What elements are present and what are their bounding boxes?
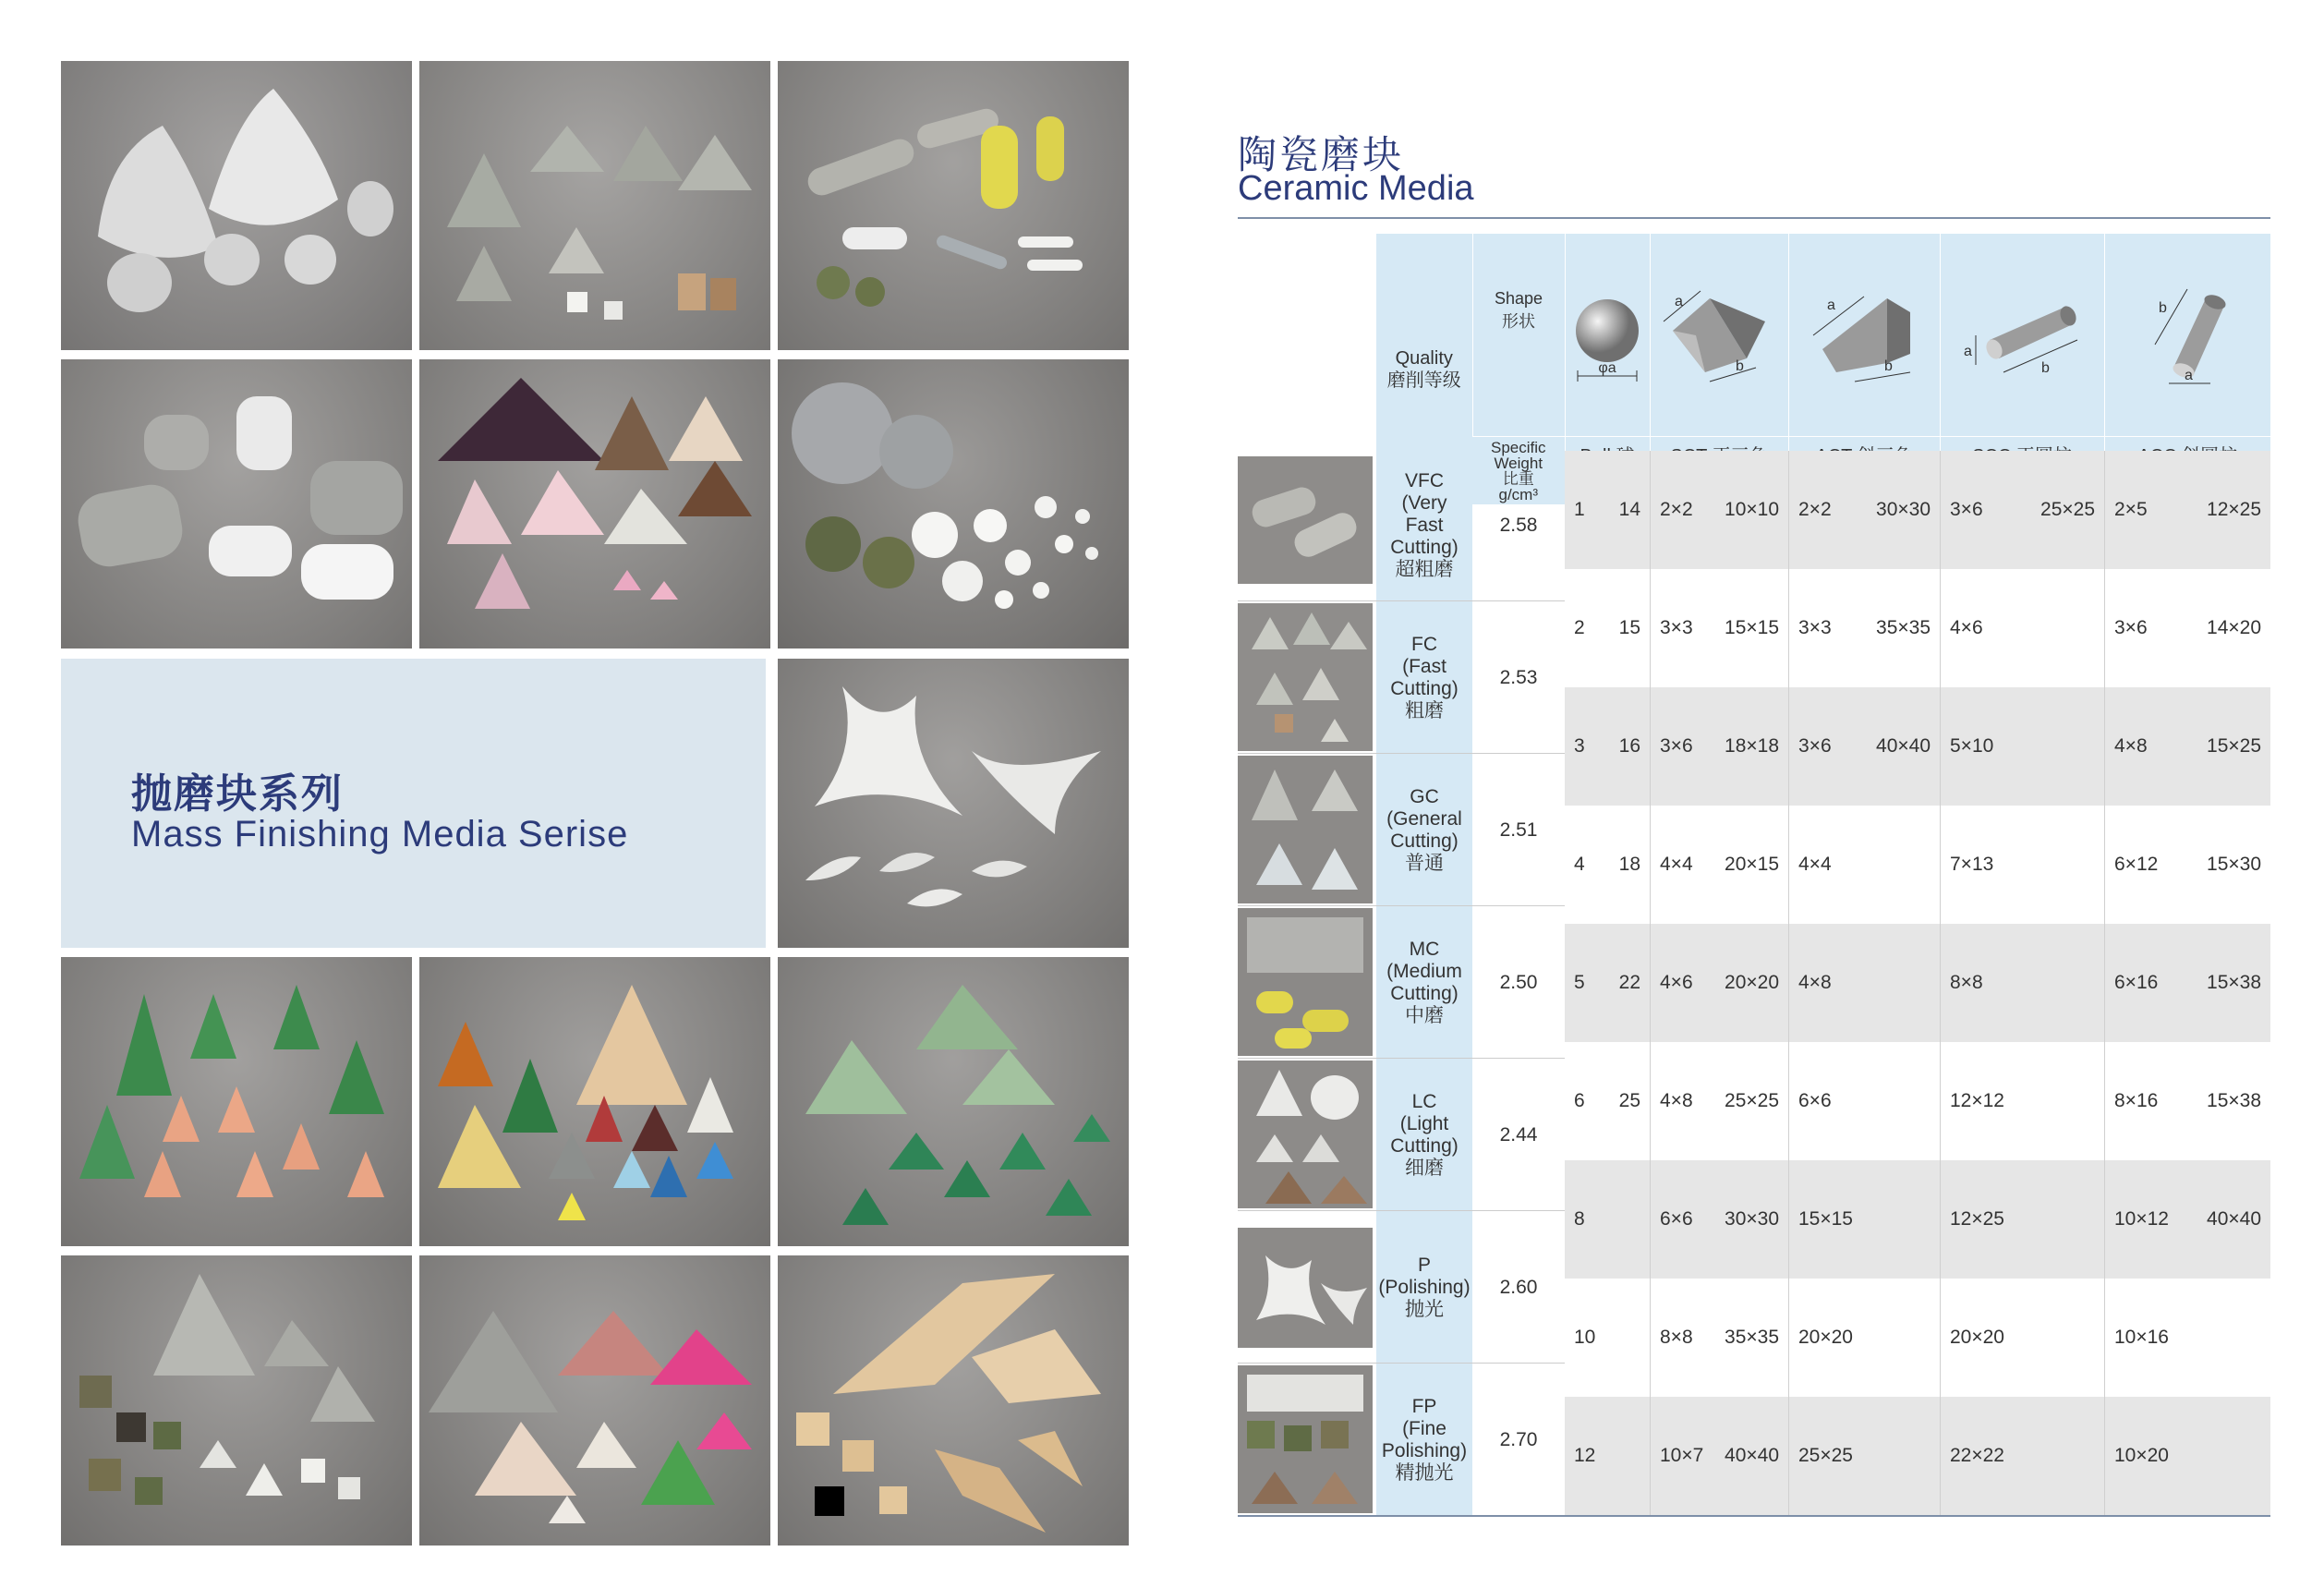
size-cell-act: [1788, 569, 1940, 687]
size-value: 15×30: [2207, 854, 2261, 875]
header-shape-row: [1238, 234, 2270, 437]
size-value: 20×20: [1798, 1327, 1853, 1348]
size-cell-ball: [1565, 1397, 1650, 1515]
quality-band-fc: [1238, 600, 1565, 754]
size-value: 5: [1574, 972, 1585, 993]
angled-cylinder-icon: [2118, 280, 2257, 391]
sct-label-b: b: [1736, 358, 1744, 374]
size-value: 3×6: [1798, 735, 1832, 757]
size-cell-sct: [1650, 1042, 1788, 1160]
quality-thumb-gc: [1238, 756, 1373, 903]
size-cell-ball: [1565, 1042, 1650, 1160]
size-value: 8×16: [2114, 1090, 2159, 1111]
header-shape-label: [1472, 234, 1565, 437]
size-value: 22×22: [1950, 1445, 2004, 1466]
ball-icon: [1570, 280, 1644, 391]
size-cell-acc: [2104, 569, 2270, 687]
size-value: 3×6: [1660, 735, 1693, 757]
size-value: 1: [1574, 499, 1585, 520]
quality-band-vfc: [1238, 451, 1565, 600]
size-cell-acc: [2104, 924, 2270, 1042]
size-value: 10×10: [1725, 499, 1779, 520]
product-photo-balls: [778, 359, 1129, 649]
quality-thumb-fc: [1238, 603, 1373, 751]
size-value: 4×8: [2114, 735, 2148, 757]
header-sw-en2: Weight: [1494, 454, 1543, 472]
header-quality-cn: 磨削等级: [1386, 370, 1461, 391]
quality-thumb-mc: [1238, 908, 1373, 1056]
size-value: 40×40: [2207, 1208, 2261, 1230]
acc-label-b: b: [2159, 299, 2168, 316]
quality-code: P: [1417, 1254, 1431, 1276]
quality-label-vfc: [1376, 451, 1472, 600]
size-cell-scc: [1940, 1160, 2104, 1279]
quality-label-mc: [1376, 906, 1472, 1059]
product-photo-tri-stars: [778, 659, 1129, 948]
shape-scc: [1940, 234, 2104, 437]
quality-band-gc: [1238, 753, 1565, 906]
size-row: [1565, 451, 2270, 569]
quality-desc-3: Cutting): [1390, 537, 1459, 558]
product-photo-pyramids-green: [778, 957, 1129, 1246]
series-banner: [61, 659, 766, 948]
size-cell-act: [1788, 924, 1940, 1042]
size-value: 4: [1574, 854, 1585, 875]
quality-desc-2: Cutting): [1390, 982, 1459, 1004]
size-value: 18×18: [1725, 735, 1779, 757]
size-value: 4×4: [1660, 854, 1693, 875]
act-label-a: a: [1827, 297, 1835, 313]
size-value: 35×35: [1876, 617, 1931, 638]
quality-cn: 抛光: [1405, 1298, 1444, 1320]
triangle-prism-icon: [1654, 280, 1784, 391]
size-row: [1565, 1042, 2270, 1160]
size-value: 6×6: [1798, 1090, 1832, 1111]
size-value: 3×3: [1660, 617, 1693, 638]
product-photo-angle-cylinders: [61, 359, 412, 649]
size-cell-act: [1788, 1397, 1940, 1515]
size-grid: [1565, 451, 2270, 1515]
size-value: 12×12: [1950, 1090, 2004, 1111]
quality-band-p: [1238, 1210, 1565, 1364]
size-value: 10×12: [2114, 1208, 2169, 1230]
quality-thumb-lc: [1238, 1061, 1373, 1208]
size-value: 20×20: [1950, 1327, 2004, 1348]
quality-desc-2: Cutting): [1390, 830, 1459, 852]
shape-sct: [1650, 234, 1788, 437]
quality-desc-1: (General: [1386, 807, 1462, 830]
quality-band-mc: [1238, 905, 1565, 1059]
product-photo-triangles-colored: [419, 359, 770, 649]
size-value: 8: [1574, 1208, 1585, 1230]
quality-desc-1: (Very: [1401, 492, 1447, 514]
header-sw-en1: Specific: [1490, 438, 1546, 456]
size-row: [1565, 1160, 2270, 1279]
table-bottom-rule: [1238, 1515, 2270, 1517]
size-value: 10×16: [2114, 1327, 2169, 1348]
size-value: 3: [1574, 735, 1585, 757]
quality-label-lc: [1376, 1059, 1472, 1211]
size-row: [1565, 806, 2270, 924]
size-cell-sct: [1650, 806, 1788, 924]
specific-weight-fc: 2.53: [1499, 666, 1538, 688]
size-cell-act: [1788, 1042, 1940, 1160]
size-cell-act: [1788, 1279, 1940, 1397]
size-value: 22: [1618, 972, 1640, 993]
size-value: 15×15: [1725, 617, 1779, 638]
size-value: 2: [1574, 617, 1585, 638]
size-cell-ball: [1565, 1279, 1650, 1397]
quality-thumb-fp: [1238, 1365, 1373, 1513]
size-value: 10×7: [1660, 1445, 1704, 1466]
header-sw-cn: 比重: [1502, 469, 1534, 488]
quality-code: MC: [1409, 938, 1440, 960]
size-value: 8×8: [1660, 1327, 1693, 1348]
size-value: 40×40: [1725, 1445, 1779, 1466]
size-value: 12×25: [2207, 499, 2261, 520]
size-value: 3×3: [1798, 617, 1832, 638]
product-photo-cones-green-orange: [61, 957, 412, 1246]
size-cell-ball: [1565, 451, 1650, 569]
quality-cn: 中磨: [1405, 1004, 1444, 1026]
quality-cn: 细磨: [1405, 1157, 1444, 1179]
quality-label-fp: [1376, 1364, 1472, 1516]
size-value: 15×15: [1798, 1208, 1853, 1230]
size-cell-sct: [1650, 1160, 1788, 1279]
quality-thumb-vfc: [1238, 456, 1373, 584]
size-value: 6×16: [2114, 972, 2159, 993]
quality-code: FC: [1411, 633, 1437, 655]
quality-desc-2: Fast: [1405, 515, 1444, 536]
size-value: 8×8: [1950, 972, 1983, 993]
size-cell-ball: [1565, 806, 1650, 924]
size-value: 4×6: [1950, 617, 1983, 638]
size-cell-scc: [1940, 687, 2104, 806]
quality-desc-1: (Polishing): [1378, 1276, 1471, 1298]
size-value: 15×38: [2207, 1090, 2261, 1111]
specific-weight-p: 2.60: [1499, 1276, 1538, 1298]
size-cell-acc: [2104, 1279, 2270, 1397]
size-cell-act: [1788, 451, 1940, 569]
quality-cn: 普通: [1405, 852, 1444, 874]
size-value: 6×12: [2114, 854, 2159, 875]
size-cell-scc: [1940, 924, 2104, 1042]
size-value: 4×4: [1798, 854, 1832, 875]
scc-label-a: a: [1964, 343, 1972, 359]
size-value: 4×6: [1660, 972, 1693, 993]
quality-label-gc: [1376, 754, 1472, 906]
size-value: 14×20: [2207, 617, 2261, 638]
size-cell-acc: [2104, 1042, 2270, 1160]
size-cell-scc: [1940, 1397, 2104, 1515]
size-value: 4×8: [1660, 1090, 1693, 1111]
product-photo-cylinders: [778, 61, 1129, 350]
size-cell-act: [1788, 1160, 1940, 1279]
size-cell-acc: [2104, 687, 2270, 806]
size-value: 16: [1618, 735, 1640, 757]
specific-weight-gc: 2.51: [1499, 818, 1538, 841]
quality-cn: 精抛光: [1395, 1461, 1454, 1484]
quality-desc-2: Polishing): [1381, 1439, 1468, 1461]
quality-desc-2: Cutting): [1390, 1134, 1459, 1157]
size-cell-acc: [2104, 451, 2270, 569]
size-value: 20×20: [1725, 972, 1779, 993]
size-value: 10: [1574, 1327, 1596, 1348]
size-row: [1565, 569, 2270, 687]
header-sw-unit: g/cm³: [1498, 485, 1538, 503]
size-value: 15×25: [2207, 735, 2261, 757]
quality-code: FP: [1411, 1395, 1437, 1417]
size-value: 25×25: [2040, 499, 2095, 520]
specific-weight-vfc: 2.58: [1499, 515, 1538, 536]
size-value: 25×25: [1798, 1445, 1853, 1466]
size-value: 2×2: [1660, 499, 1693, 520]
size-value: 7×13: [1950, 854, 1994, 875]
size-cell-act: [1788, 806, 1940, 924]
size-cell-acc: [2104, 1397, 2270, 1515]
size-cell-ball: [1565, 924, 1650, 1042]
size-value: 25: [1618, 1090, 1640, 1111]
shape-ball: [1565, 234, 1650, 437]
size-value: 10×20: [2114, 1445, 2169, 1466]
header-quality-en: Quality: [1395, 347, 1453, 369]
size-cell-scc: [1940, 451, 2104, 569]
size-value: 3×6: [2114, 617, 2148, 638]
cylinder-icon: [1953, 280, 2091, 391]
size-value: 12: [1574, 1445, 1596, 1466]
product-photo-pyramids-grey: [61, 1255, 412, 1546]
quality-code: VFC: [1405, 470, 1444, 491]
quality-code: GC: [1410, 785, 1439, 807]
size-row: [1565, 1279, 2270, 1397]
title-rule: [1238, 217, 2270, 219]
product-photo-cones-white: [61, 61, 412, 350]
size-cell-scc: [1940, 1042, 2104, 1160]
size-cell-act: [1788, 687, 1940, 806]
specific-weight-mc: 2.50: [1499, 971, 1538, 993]
header-shape-en: Shape: [1494, 289, 1543, 308]
scc-label-b: b: [2041, 359, 2050, 376]
size-cell-acc: [2104, 806, 2270, 924]
size-cell-sct: [1650, 569, 1788, 687]
table-title-en: Ceramic Media: [1238, 169, 1474, 208]
size-value: 2×5: [2114, 499, 2148, 520]
act-label-b: b: [1884, 358, 1893, 374]
quality-desc-1: (Fine: [1402, 1417, 1446, 1439]
size-value: 18: [1618, 854, 1640, 875]
quality-desc-2: Cutting): [1390, 677, 1459, 699]
size-row: [1565, 687, 2270, 806]
size-cell-ball: [1565, 1160, 1650, 1279]
size-cell-sct: [1650, 451, 1788, 569]
table-title-cn: 陶瓷磨块: [1238, 133, 1405, 176]
sct-label-a: a: [1675, 293, 1683, 309]
size-value: 35×35: [1725, 1327, 1779, 1348]
size-value: 2×2: [1798, 499, 1832, 520]
quality-band-lc: [1238, 1058, 1565, 1211]
quality-code: LC: [1411, 1090, 1437, 1112]
shape-acc: [2104, 234, 2270, 437]
quality-desc-1: (Medium: [1386, 960, 1462, 982]
size-row: [1565, 1397, 2270, 1515]
size-value: 15×38: [2207, 972, 2261, 993]
size-cell-acc: [2104, 1160, 2270, 1279]
size-value: 12×25: [1950, 1208, 2004, 1230]
size-value: 40×40: [1876, 735, 1931, 757]
size-cell-scc: [1940, 806, 2104, 924]
product-photo-wood: [778, 1255, 1129, 1546]
product-photo-cones-colored: [419, 957, 770, 1246]
size-cell-ball: [1565, 687, 1650, 806]
size-cell-sct: [1650, 1397, 1788, 1515]
quality-desc-1: (Light: [1399, 1112, 1449, 1134]
header-shape-cn: 形状: [1502, 312, 1535, 331]
size-value: 15: [1618, 617, 1640, 638]
size-cell-scc: [1940, 1279, 2104, 1397]
quality-thumb-p: [1238, 1228, 1373, 1348]
size-value: 30×30: [1876, 499, 1931, 520]
quality-band-fp: [1238, 1363, 1565, 1516]
size-cell-ball: [1565, 569, 1650, 687]
specific-weight-fp: 2.70: [1499, 1428, 1538, 1450]
series-title-en: Mass Finishing Media Serise: [131, 814, 629, 855]
angled-triangle-icon: [1799, 280, 1929, 391]
size-value: 20×15: [1725, 854, 1779, 875]
size-value: 6: [1574, 1090, 1585, 1111]
size-value: 5×10: [1950, 735, 1994, 757]
size-value: 25×25: [1725, 1090, 1779, 1111]
size-cell-sct: [1650, 687, 1788, 806]
specific-weight-lc: 2.44: [1499, 1123, 1538, 1146]
quality-label-fc: [1376, 601, 1472, 754]
size-value: 30×30: [1725, 1208, 1779, 1230]
product-photo-pyramids-colored: [419, 1255, 770, 1546]
size-cell-scc: [1940, 569, 2104, 687]
size-cell-sct: [1650, 924, 1788, 1042]
ball-dim-label: φa: [1598, 359, 1616, 376]
quality-label-p: [1376, 1211, 1472, 1364]
size-value: 3×6: [1950, 499, 1983, 520]
size-value: 4×8: [1798, 972, 1832, 993]
product-photo-triangles-grey: [419, 61, 770, 350]
quality-cn: 粗磨: [1405, 699, 1444, 721]
quality-cn: 超粗磨: [1395, 559, 1454, 580]
shape-act: [1788, 234, 1940, 437]
size-value: 6×6: [1660, 1208, 1693, 1230]
size-value: 14: [1618, 499, 1640, 520]
acc-label-a: a: [2185, 367, 2194, 383]
size-cell-sct: [1650, 1279, 1788, 1397]
size-row: [1565, 924, 2270, 1042]
quality-desc-1: (Fast: [1402, 655, 1446, 677]
series-title-cn: 抛磨块系列: [131, 771, 344, 817]
